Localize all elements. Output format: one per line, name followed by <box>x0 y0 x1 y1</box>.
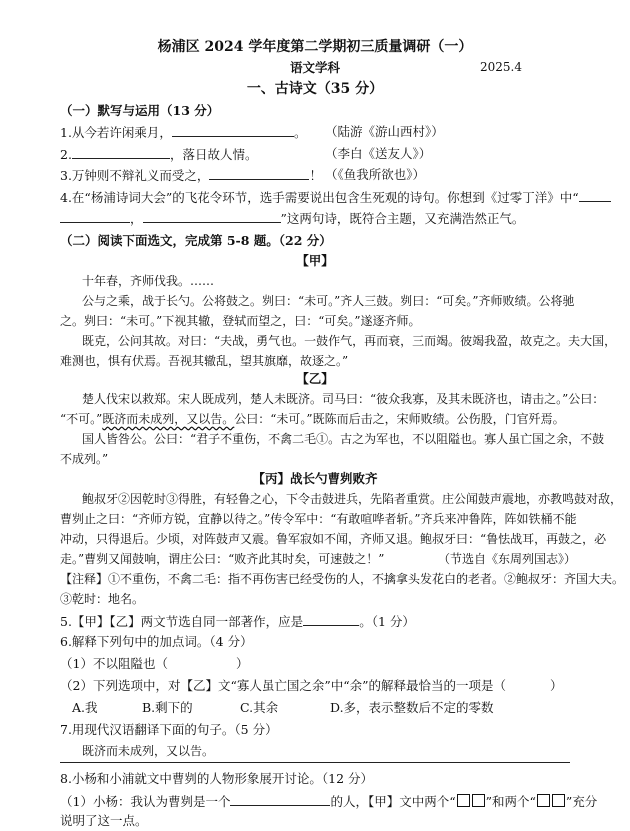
question-6: 6.解释下列句中的加点词。（4 分） <box>60 634 253 649</box>
question-2 <box>60 144 590 165</box>
q5-blank[interactable] <box>303 611 359 626</box>
notes-line-1: 【注释】①不重伤，不禽二毛：指不再伤害已经受伤的人，不擒拿头发花白的老者。②鲍叔牙：齐国大夫。 <box>60 572 625 586</box>
q2-blank[interactable] <box>72 144 170 159</box>
option-a[interactable]: A.我 <box>72 700 98 715</box>
q4-text: 4.在“杨浦诗词大会”的飞花令环节，选手需要说出包含生死观的诗句。你想到《过零丁洋》中“ <box>60 190 579 205</box>
q3-text: 3.万钟则不辩礼义而受之， <box>60 168 210 183</box>
q1-blank[interactable] <box>172 122 294 137</box>
subject-label: 语文学科 <box>289 60 340 75</box>
q8-box-1[interactable] <box>457 794 470 807</box>
bing-line-1: 鲍叔牙②因乾时③得胜，有轻鲁之心，下令击鼓进兵，先陷者重赏。庄公闻鼓声震地，亦教鸣鼓对敌， <box>82 492 623 506</box>
question-8-1-cont: 说明了这一点。 <box>60 813 148 828</box>
part1-heading: （一）默写与运用（13 分） <box>60 103 220 118</box>
exam-date: 2025.4 <box>480 60 522 74</box>
bing-line-4 <box>60 549 590 569</box>
bing-line-2: 曹刿止之曰：“齐师方锐，宜静以待之。”传令军中：“有敢喧哗者斩。”齐兵来冲鲁阵，阵如铁桶不能 <box>60 512 577 526</box>
q6-2-end: ） <box>550 678 563 693</box>
question-8-1 <box>60 791 598 812</box>
bing-line-3: 冲动，只得退后。少顷，对阵鼓声又震。鲁军寂如不闻，齐师又退。鲍叔牙曰：“鲁怯战耳，再鼓之，必 <box>60 532 607 546</box>
q8-1-end: ”充分 <box>565 794 598 809</box>
q2-source: （李白《送友人》） <box>325 146 432 161</box>
q4-end: ”这两句诗，既符合主题，又充满浩然正气。 <box>280 211 525 226</box>
answer-line[interactable] <box>60 762 570 763</box>
passage-jia-title: 【甲】 <box>296 253 334 268</box>
question-5 <box>60 611 590 632</box>
jia-line-5: 难测也，惧有伏焉。吾视其辙乱，望其旗靡，故逐之。” <box>60 354 349 368</box>
q7-sentence: 既济而未成列，又以告。 <box>82 744 215 758</box>
question-1 <box>60 122 590 143</box>
yi-line-4: 不成列。” <box>60 452 109 466</box>
question-4-line2 <box>60 208 590 229</box>
q1-source: （陆游《游山西村》） <box>325 124 444 139</box>
q8-box-3[interactable] <box>537 794 550 807</box>
yi-line-2-start: “不可。” <box>60 412 103 426</box>
jia-line-1: 十年春，齐师伐我。…… <box>82 274 215 288</box>
q3-end: ！ <box>309 168 322 183</box>
question-3 <box>60 165 590 186</box>
question-7: 7.用现代汉语翻译下面的句子。（5 分） <box>60 722 278 737</box>
yi-line-3: 国人皆咎公。公曰：“君子不重伤，不禽二毛①。古之为军也，不以阻隘也。寡人虽亡国之余，不鼓 <box>82 432 605 446</box>
q4-blank-c[interactable] <box>143 208 281 223</box>
q5-text: 5.【甲】【乙】两文节选自同一部著作，应是 <box>60 614 304 629</box>
q3-source: （《鱼我所欲也》） <box>325 167 426 182</box>
bing-line-4-text: 走。”曹刿又闻鼓响，谓庄公曰：“败齐此其时矣，可速鼓之！” <box>60 552 385 566</box>
q4-comma: ， <box>130 211 143 226</box>
q8-1-blank[interactable] <box>230 791 330 806</box>
q8-1-and: ”和两个“ <box>485 794 536 809</box>
yi-line-1: 楚人伐宋以救郑。宋人既成列，楚人未既济。司马曰：“彼众我寡，及其未既济也，请击之。”公曰： <box>82 392 605 406</box>
q8-1-mid: 的人，【甲】文中两个“ <box>330 794 456 809</box>
q8-box-2[interactable] <box>472 794 485 807</box>
q8-box-4[interactable] <box>552 794 565 807</box>
notes-line-2: ③乾时：地名。 <box>60 592 145 606</box>
option-d[interactable]: D.多，表示整数后不定的零数 <box>330 700 494 715</box>
option-b[interactable]: B.剩下的 <box>142 700 193 715</box>
jia-line-2: 公与之乘，战于长勺。公将鼓之。刿曰：“未可。”齐人三鼓。刿曰：“可矣。”齐师败绩。公将驰 <box>82 294 575 308</box>
q5-end: 。（1 分） <box>359 614 415 629</box>
jia-line-3: 之。刿曰：“未可。”下视其辙，登轼而望之，曰：“可矣。”遂逐齐师。 <box>60 314 421 328</box>
yi-wavy-sentence: 既济而未成列，又以告。 <box>102 412 235 426</box>
q6-1-text: （1）不以阻隘也（ <box>60 656 168 671</box>
passage-yi-title: 【乙】 <box>296 371 334 386</box>
section-heading: 一、古诗文（35 分） <box>246 81 384 97</box>
q6-1-end: ） <box>235 656 249 671</box>
question-6-1 <box>60 654 590 674</box>
q2-num: 2. <box>60 147 72 162</box>
question-6-2 <box>60 676 590 696</box>
q1-end: 。 <box>293 125 307 140</box>
option-c[interactable]: C.其余 <box>240 700 279 715</box>
q4-blank-b[interactable] <box>60 208 130 223</box>
q2-text: ，落日故人情。 <box>169 147 258 162</box>
jia-line-4: 既克，公问其故。对曰：“夫战，勇气也。一鼓作气，再而衰，三而竭。彼竭我盈，故克之。夫大国， <box>82 334 617 348</box>
passage-bing-title: 【丙】战长勺曹刿败齐 <box>252 471 378 486</box>
bing-source: （节选自《东周列国志》） <box>438 552 577 566</box>
exam-title: 杨浦区 2024 学年度第二学期初三质量调研（一） <box>157 39 473 55</box>
q6-2-text: （2）下列选项中，对【乙】文“寡人虽亡国之余”中“余”的解释最恰当的一项是（ <box>60 678 507 693</box>
yi-line-2-end: 公曰：“未可。”既陈而后击之，宋师败绩。公伤股，门官歼焉。 <box>234 412 565 426</box>
q8-1-text: （1）小杨：我认为曹刿是一个 <box>60 794 231 809</box>
question-4-line1 <box>60 187 590 208</box>
q3-blank[interactable] <box>209 165 309 180</box>
question-8: 8.小杨和小浦就文中曹刿的人物形象展开讨论。（12 分） <box>60 771 374 786</box>
yi-line-2 <box>60 409 590 429</box>
q4-blank-a[interactable] <box>579 187 611 202</box>
part2-heading: （二）阅读下面选文，完成第 5-8 题。（22 分） <box>60 233 332 248</box>
q1-text: 1.从今若许闲乘月， <box>60 125 172 140</box>
